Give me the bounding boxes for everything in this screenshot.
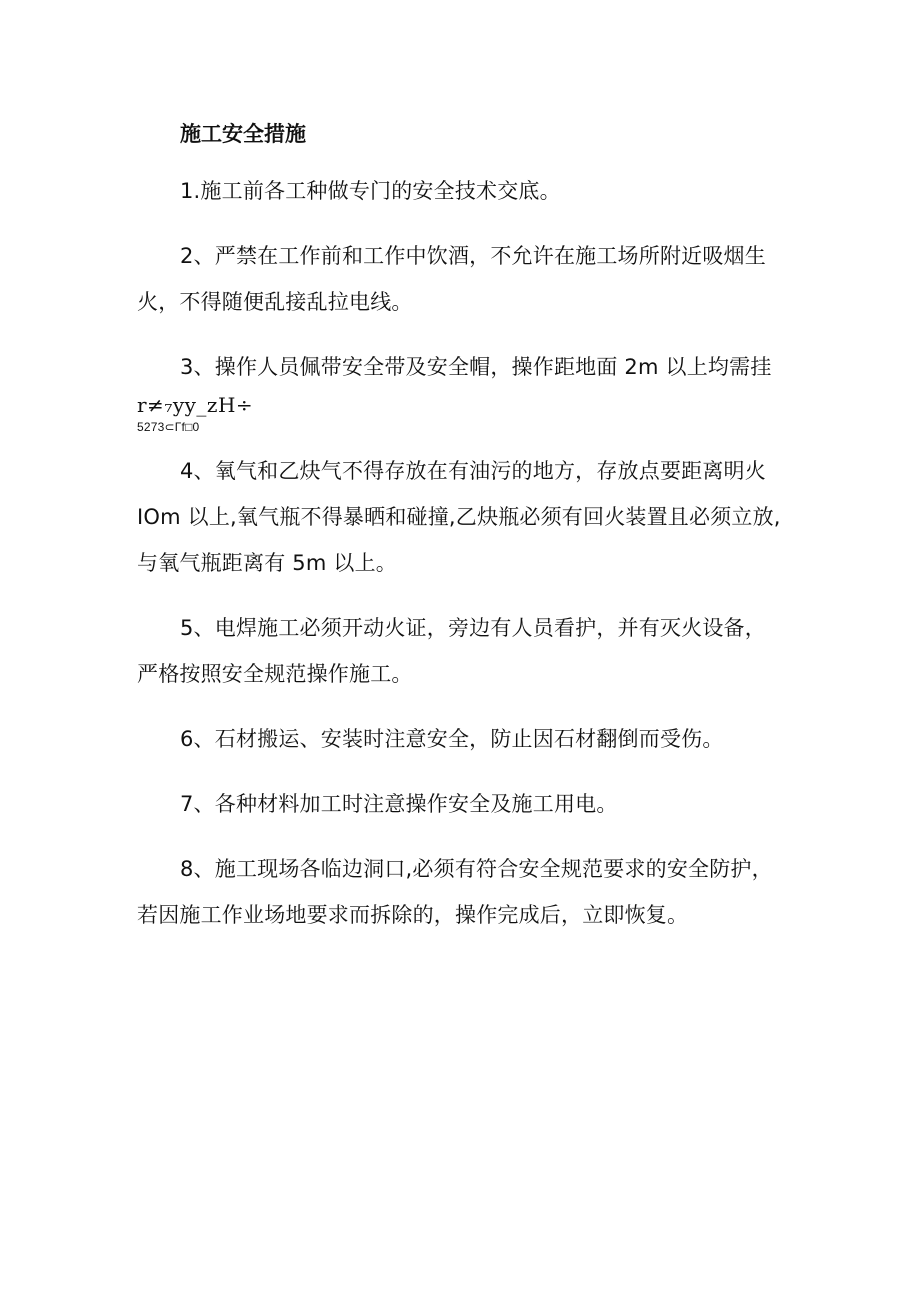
measure-item-2-line-1: 2、严禁在工作前和工作中饮酒，不允许在施工场所附近吸烟生 bbox=[180, 244, 766, 268]
measure-item-2-line-2: 火，不得随便乱接乱拉电线。 bbox=[137, 290, 413, 314]
measure-item-4-line-2: IOm 以上,氧气瓶不得暴晒和碰撞,乙炔瓶必须有回火装置且必须立放, bbox=[137, 505, 781, 529]
document-body bbox=[137, 118, 787, 938]
measure-item-3 bbox=[137, 344, 787, 434]
measure-item-8-line-2: 若因施工作业场地要求而拆除的，操作完成后，立即恢复。 bbox=[137, 903, 689, 927]
measure-item-5-line-2: 严格按照安全规范操作施工。 bbox=[137, 662, 413, 686]
measure-item-6-text: 6、石材搬运、安装时注意安全，防止因石材翻倒而受伤。 bbox=[180, 727, 724, 751]
measure-item-5-line-1: 5、电焊施工必须开动火证，旁边有人员看护，并有灭火设备， bbox=[180, 616, 766, 640]
measure-item-3-garbled-text bbox=[137, 390, 787, 434]
measure-item-4-line-3: 与氧气瓶距离有 5m 以上。 bbox=[137, 551, 397, 575]
measure-item-1-text: 1.施工前各工种做专门的安全技术交底。 bbox=[180, 179, 561, 203]
measure-item-8-line-1: 8、施工现场各临边洞口,必须有符合安全规范要求的安全防护， bbox=[180, 857, 773, 881]
measure-item-7-text: 7、各种材料加工时注意操作安全及施工用电。 bbox=[180, 792, 618, 816]
garbled-subscript: 5273⊂Γf□0 bbox=[137, 420, 200, 434]
measure-item-4 bbox=[137, 448, 787, 586]
measure-item-2 bbox=[137, 233, 787, 325]
document-title: 施工安全措施 bbox=[180, 122, 306, 146]
measure-item-1 bbox=[137, 168, 787, 214]
measure-item-4-line-1: 4、氧气和乙炔气不得存放在有油污的地方，存放点要距离明火 bbox=[180, 459, 766, 483]
garbled-symbols: r≠₇yy_zH÷ bbox=[137, 393, 254, 417]
measure-item-8 bbox=[137, 846, 787, 938]
measure-item-3-line-1: 3、操作人员佩带安全带及安全帽，操作距地面 2m 以上均需挂 bbox=[180, 355, 772, 379]
measure-item-6 bbox=[137, 716, 787, 762]
measure-item-7 bbox=[137, 781, 787, 827]
measure-item-5 bbox=[137, 605, 787, 697]
